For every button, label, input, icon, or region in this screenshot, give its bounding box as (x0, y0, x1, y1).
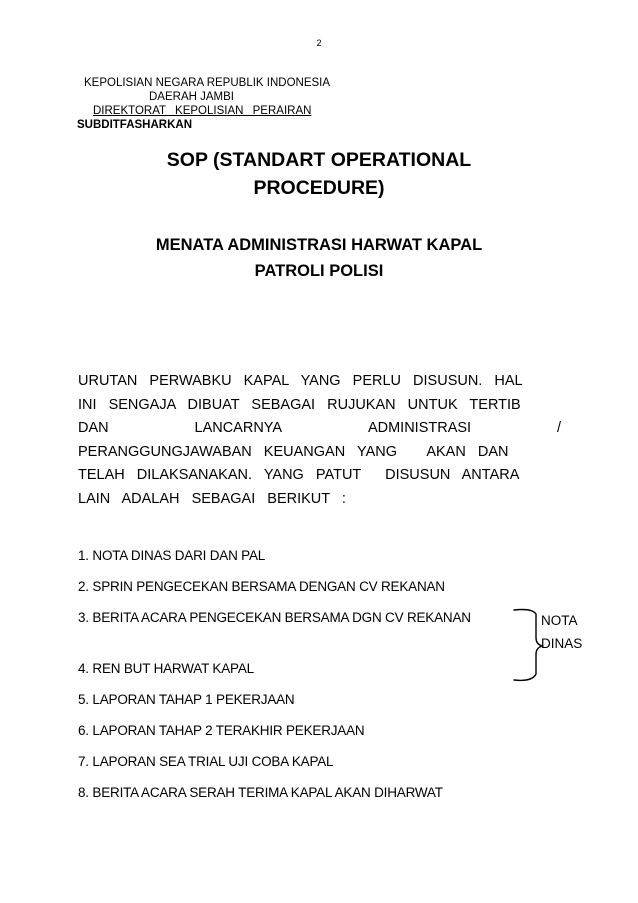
intro-word: / (556, 420, 561, 436)
letterhead-directorate: DIREKTORAT KEPOLISIAN PERAIRAN (93, 105, 312, 117)
document-subtitle (0, 232, 638, 284)
bracket-note (541, 609, 582, 655)
intro-paragraph (78, 370, 561, 511)
list-item: 8. BERITA ACARA SERAH TERIMA KAPAL AKAN DIHARWAT (78, 785, 443, 800)
page-number: 2 (316, 38, 322, 48)
intro-line-4: PERANGGUNGJAWABAN KEUANGAN YANG AKAN DAN (78, 443, 509, 460)
list-item: 6. LAPORAN TAHAP 2 TERAKHIR PEKERJAAN (78, 723, 365, 738)
title-line-2: PROCEDURE) (253, 177, 385, 199)
intro-word: ADMINISTRASI (367, 420, 472, 436)
intro-line-2: INI SENGAJA DIBUAT SEBAGAI RUJUKAN UNTUK TERTIB (78, 396, 521, 413)
intro-line-6: LAIN ADALAH SEBAGAI BERIKUT : (78, 490, 346, 507)
list-item: 2. SPRIN PENGECEKAN BERSAMA DENGAN CV REKANAN (78, 579, 445, 594)
subtitle-line-2: PATROLI POLISI (254, 262, 384, 280)
bracket-note-line-2: DINAS (541, 636, 583, 651)
letterhead-subdit: SUBDITFASHARKAN (77, 119, 192, 131)
subtitle-line-1: MENATA ADMINISTRASI HARWAT KAPAL (155, 236, 483, 254)
document-title (0, 146, 638, 202)
list-item: 5. LAPORAN TAHAP 1 PEKERJAAN (78, 692, 295, 707)
intro-line-3 (78, 417, 561, 441)
intro-line-5: TELAH DILAKSANAKAN. YANG PATUT DISUSUN ANTARA (78, 467, 520, 483)
list-item: 1. NOTA DINAS DARI DAN PAL (78, 548, 266, 563)
intro-word: DAN (78, 420, 109, 436)
list-item: 4. REN BUT HARWAT KAPAL (78, 661, 254, 676)
title-line-1: SOP (STANDART OPERATIONAL (166, 149, 472, 171)
letterhead-region: DAERAH JAMBI (149, 91, 234, 103)
bracket-note-line-1: NOTA (541, 613, 578, 628)
list-item: 3. BERITA ACARA PENGECEKAN BERSAMA DGN CV REKANAN (78, 610, 471, 625)
intro-word: LANCARNYA (194, 420, 283, 436)
intro-line (78, 370, 561, 394)
letterhead (77, 76, 331, 132)
intro-line-1: URUTAN PERWABKU KAPAL YANG PERLU DISUSUN. HAL (78, 373, 523, 389)
letterhead-organization: KEPOLISIAN NEGARA REPUBLIK INDONESIA (84, 77, 331, 89)
list-item: 7. LAPORAN SEA TRIAL UJI COBA KAPAL (78, 754, 334, 769)
